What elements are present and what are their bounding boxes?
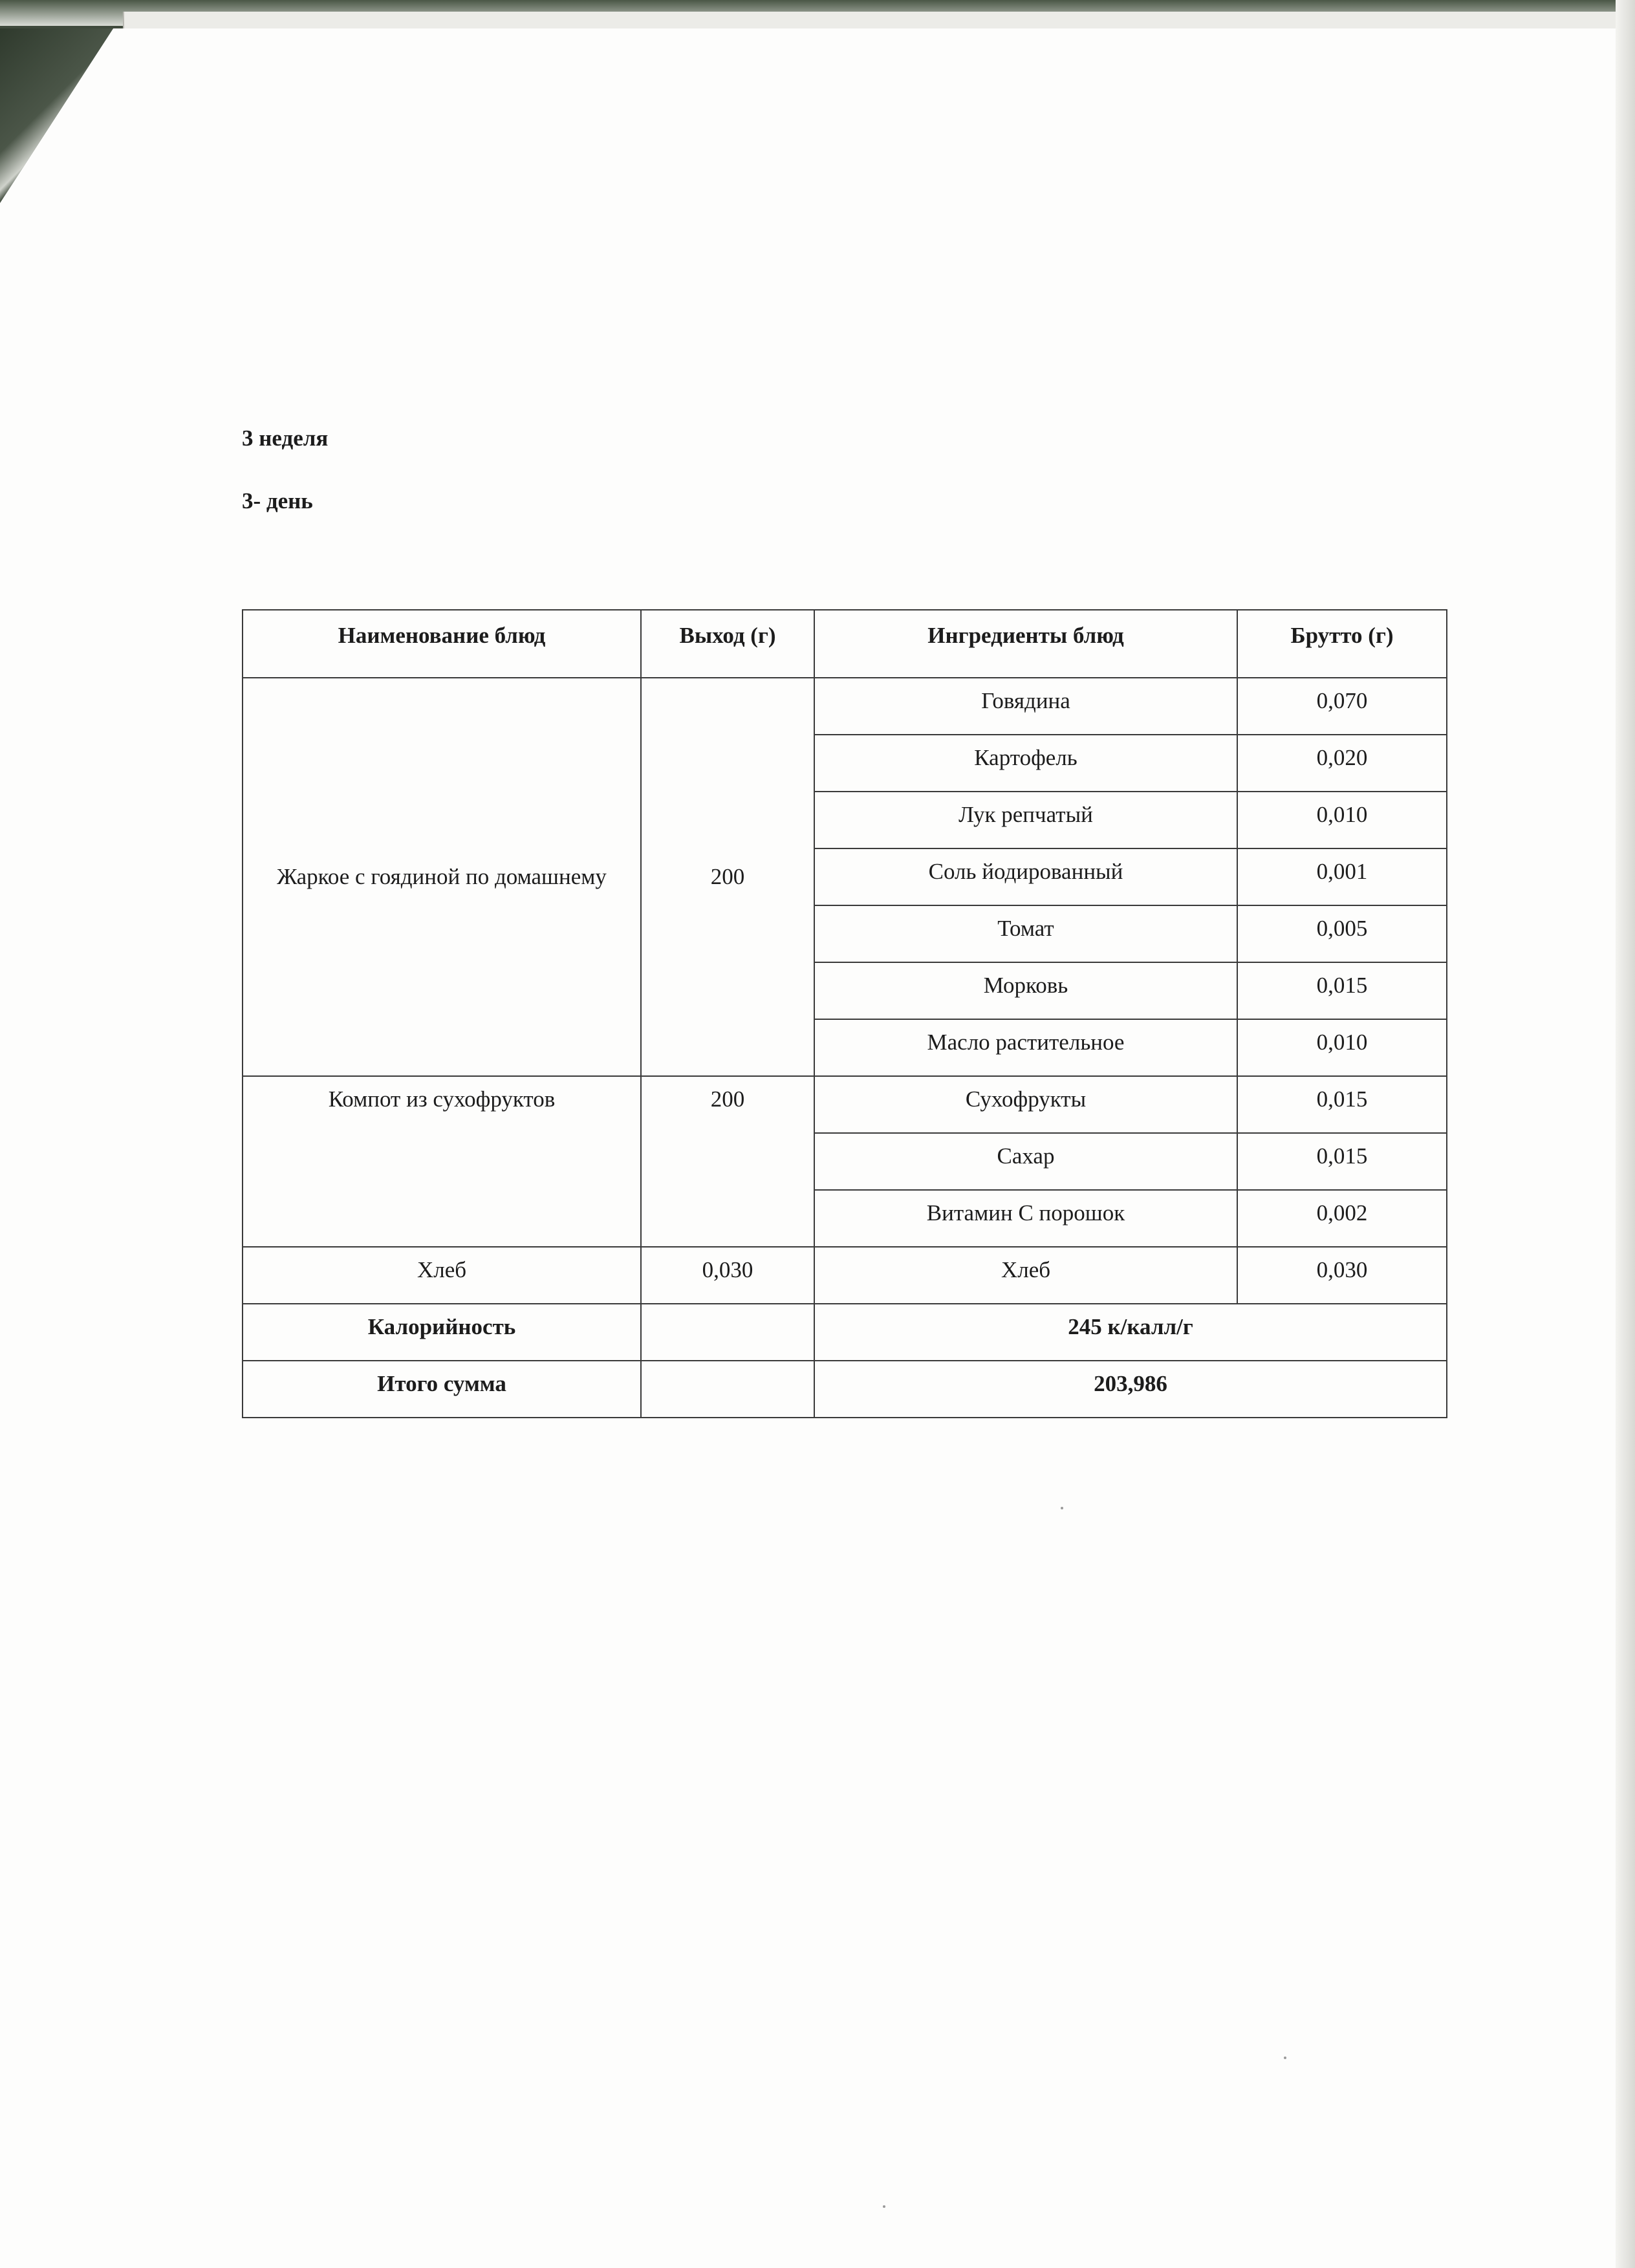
table-row [243, 1247, 1447, 1304]
ingredient-gross-cell: 0,015 [1237, 1133, 1447, 1190]
dish-yield-cell: 0,030 [641, 1247, 814, 1304]
column-header-yield: Выход (г) [641, 610, 814, 678]
dish-name-cell: Компот из сухофруктов [243, 1076, 641, 1247]
calories-label: Калорийность [243, 1304, 641, 1361]
ingredient-gross-cell: 0,020 [1237, 735, 1447, 792]
ingredient-name-cell: Морковь [814, 962, 1237, 1019]
ingredient-gross-cell: 0,001 [1237, 848, 1447, 905]
ingredient-gross-cell: 0,005 [1237, 905, 1447, 962]
total-empty-cell [641, 1361, 814, 1418]
table-row [243, 678, 1447, 735]
table-row [243, 1076, 1447, 1133]
column-header-dish: Наименование блюд [243, 610, 641, 678]
ingredient-name-cell: Говядина [814, 678, 1237, 735]
ingredient-gross-cell: 0,002 [1237, 1190, 1447, 1247]
scan-speck [1061, 1507, 1063, 1509]
scan-speck [1284, 2057, 1286, 2059]
ingredient-gross-cell: 0,015 [1237, 962, 1447, 1019]
ingredient-name-cell: Хлеб [814, 1247, 1237, 1304]
column-header-ingredients: Ингредиенты блюд [814, 610, 1237, 678]
dish-name-cell: Хлеб [243, 1247, 641, 1304]
page-stack-edge [1616, 0, 1635, 2268]
ingredient-name-cell: Картофель [814, 735, 1237, 792]
ingredient-gross-cell: 0,070 [1237, 678, 1447, 735]
total-row [243, 1361, 1447, 1418]
week-heading: 3 неделя [242, 426, 329, 451]
ingredient-name-cell: Соль йодированный [814, 848, 1237, 905]
ingredient-name-cell: Сахар [814, 1133, 1237, 1190]
total-label: Итого сумма [243, 1361, 641, 1418]
menu-table [242, 609, 1447, 1418]
calories-value: 245 к/калл/г [814, 1304, 1447, 1361]
ingredient-name-cell: Лук репчатый [814, 792, 1237, 848]
ingredient-gross-cell: 0,030 [1237, 1247, 1447, 1304]
table-header-row [243, 610, 1447, 678]
calories-row [243, 1304, 1447, 1361]
ingredient-name-cell: Сухофрукты [814, 1076, 1237, 1133]
day-heading: 3- день [242, 488, 313, 513]
ingredient-gross-cell: 0,010 [1237, 792, 1447, 848]
scan-speck [883, 2205, 885, 2208]
ingredient-name-cell: Томат [814, 905, 1237, 962]
column-header-gross: Брутто (г) [1237, 610, 1447, 678]
dish-yield-cell: 200 [641, 1076, 814, 1247]
total-value: 203,986 [814, 1361, 1447, 1418]
ingredient-gross-cell: 0,010 [1237, 1019, 1447, 1076]
ingredient-name-cell: Масло растительное [814, 1019, 1237, 1076]
ingredient-gross-cell: 0,015 [1237, 1076, 1447, 1133]
calories-empty-cell [641, 1304, 814, 1361]
dish-yield-cell: 200 [641, 678, 814, 1076]
dish-name-cell: Жаркое с гоядиной по домашнему [243, 678, 641, 1076]
ingredient-name-cell: Витамин С порошок [814, 1190, 1237, 1247]
